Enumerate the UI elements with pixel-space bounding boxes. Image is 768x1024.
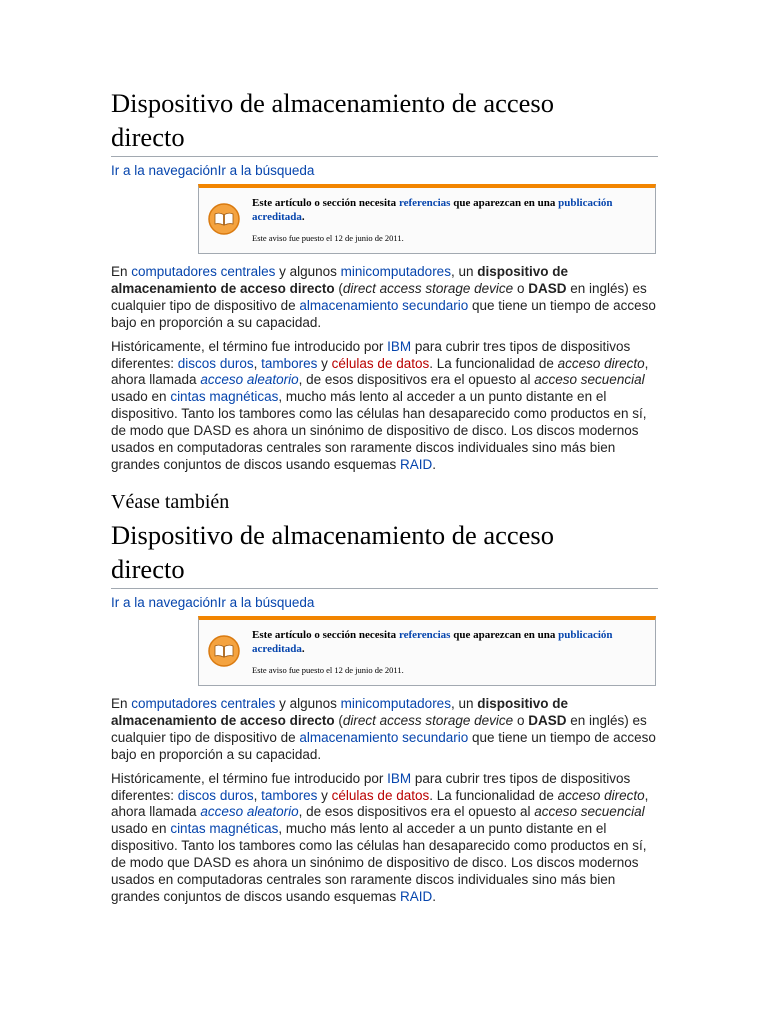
publication-link[interactable]: publicación acreditada <box>252 629 613 655</box>
term-bold: dispositivo de almacenamiento de acceso directo <box>111 696 568 728</box>
nav-link[interactable]: Ir a la navegación <box>111 595 218 610</box>
term-bold: DASD <box>528 280 567 296</box>
publication-link[interactable]: publicación acreditada <box>252 197 613 223</box>
page-title <box>111 86 658 157</box>
link-minicomputadores[interactable]: minicomputadores <box>340 696 451 711</box>
notice-date: Este aviso fue puesto el 12 de junio de 2011. <box>252 233 404 243</box>
link-raid[interactable]: RAID <box>399 456 433 472</box>
notice-box <box>198 184 656 254</box>
search-link[interactable]: Ir a la búsqueda <box>217 163 315 178</box>
link-computadores-centrales[interactable]: computadores centrales <box>131 696 276 711</box>
article-block <box>111 86 658 474</box>
title-line: directo <box>111 554 185 584</box>
link-almacenamiento-secundario[interactable]: almacenamiento secundario <box>299 297 469 313</box>
link-ibm[interactable]: IBM <box>387 338 412 354</box>
notice-text <box>252 628 647 675</box>
title-line: Dispositivo de almacenamiento de acceso <box>111 88 554 118</box>
title-line: Dispositivo de almacenamiento de acceso <box>111 520 554 550</box>
term-italic: direct access storage device <box>342 712 514 728</box>
link-discos-duros[interactable]: discos duros <box>177 355 254 371</box>
paragraph-history: Históricamente, el término fue introducido por IBM para cubrir tres tipos de dispositivos diferentes: discos duros, tambores y células de datos. La funcionalidad de acceso directo, ahora llamada acceso aleatorio, de esos dispositivos era el opuesto al acceso secuencial usado en cintas magnéticas, mucho más lento al acceder a un punto distante en el dispositivo. Tanto los tambores como las células han desaparecido como productos en sí, de modo que DASD es ahora un sinónimo de dispositivo de disco. Los discos modernos usados en computadoras centrales son raramente discos individuales sino más bien grandes conjuntos de discos usando esquemas RAID. <box>111 338 649 472</box>
link-cintas-magneticas[interactable]: cintas magnéticas <box>170 389 279 405</box>
link-discos-duros[interactable]: discos duros <box>177 787 254 803</box>
term-bold: dispositivo de almacenamiento de acceso directo <box>111 264 568 296</box>
notice-main: Este artículo o sección necesita referencias que aparezcan en una publicación acreditada. <box>252 197 613 223</box>
see-also-heading: Véase también <box>111 491 230 513</box>
paragraph-intro: En computadores centrales y algunos minicomputadores, un dispositivo de almacenamiento de acceso directo (direct access storage device o DASD en inglés) es cualquier tipo de dispositivo de almacenamiento secundario que tiene un tiempo de acceso bajo en proporción a su capacidad. <box>111 696 656 762</box>
link-acceso-aleatorio[interactable]: acceso aleatorio <box>200 372 299 388</box>
jump-links <box>111 594 658 611</box>
jump-links <box>111 162 658 179</box>
notice-main: Este artículo o sección necesita referencias que aparezcan en una publicación acreditada. <box>252 629 613 655</box>
book-icon <box>208 203 240 235</box>
references-link[interactable]: referencias <box>398 197 451 209</box>
book-icon <box>208 635 240 667</box>
search-link[interactable]: Ir a la búsqueda <box>217 595 315 610</box>
term-bold: DASD <box>528 712 567 728</box>
notice-box <box>198 616 656 686</box>
link-raid[interactable]: RAID <box>399 888 433 904</box>
link-ibm[interactable]: IBM <box>387 770 412 786</box>
link-tambores[interactable]: tambores <box>261 787 318 803</box>
notice-text <box>252 196 647 243</box>
link-cintas-magneticas[interactable]: cintas magnéticas <box>170 821 279 837</box>
link-tambores[interactable]: tambores <box>261 355 318 371</box>
notice-date: Este aviso fue puesto el 12 de junio de 2011. <box>252 665 404 675</box>
paragraph-intro: En computadores centrales y algunos minicomputadores, un dispositivo de almacenamiento de acceso directo (direct access storage device o DASD en inglés) es cualquier tipo de dispositivo de almacenamiento secundario que tiene un tiempo de acceso bajo en proporción a su capacidad. <box>111 264 656 330</box>
term-italic: direct access storage device <box>342 280 514 296</box>
paragraph-history: Históricamente, el término fue introducido por IBM para cubrir tres tipos de dispositivos diferentes: discos duros, tambores y células de datos. La funcionalidad de acceso directo, ahora llamada acceso aleatorio, de esos dispositivos era el opuesto al acceso secuencial usado en cintas magnéticas, mucho más lento al acceder a un punto distante en el dispositivo. Tanto los tambores como las células han desaparecido como productos en sí, de modo que DASD es ahora un sinónimo de dispositivo de disco. Los discos modernos usados en computadoras centrales son raramente discos individuales sino más bien grandes conjuntos de discos usando esquemas RAID. <box>111 770 649 904</box>
title-line: directo <box>111 122 185 152</box>
article-block <box>111 518 658 906</box>
link-almacenamiento-secundario[interactable]: almacenamiento secundario <box>299 729 469 745</box>
link-celulas-de-datos[interactable]: células de datos <box>331 355 430 371</box>
link-acceso-aleatorio[interactable]: acceso aleatorio <box>200 804 299 820</box>
nav-link[interactable]: Ir a la navegación <box>111 163 218 178</box>
link-computadores-centrales[interactable]: computadores centrales <box>131 264 276 279</box>
link-celulas-de-datos[interactable]: células de datos <box>331 787 430 803</box>
page-title <box>111 518 658 589</box>
references-link[interactable]: referencias <box>398 629 451 641</box>
link-minicomputadores[interactable]: minicomputadores <box>340 264 451 279</box>
